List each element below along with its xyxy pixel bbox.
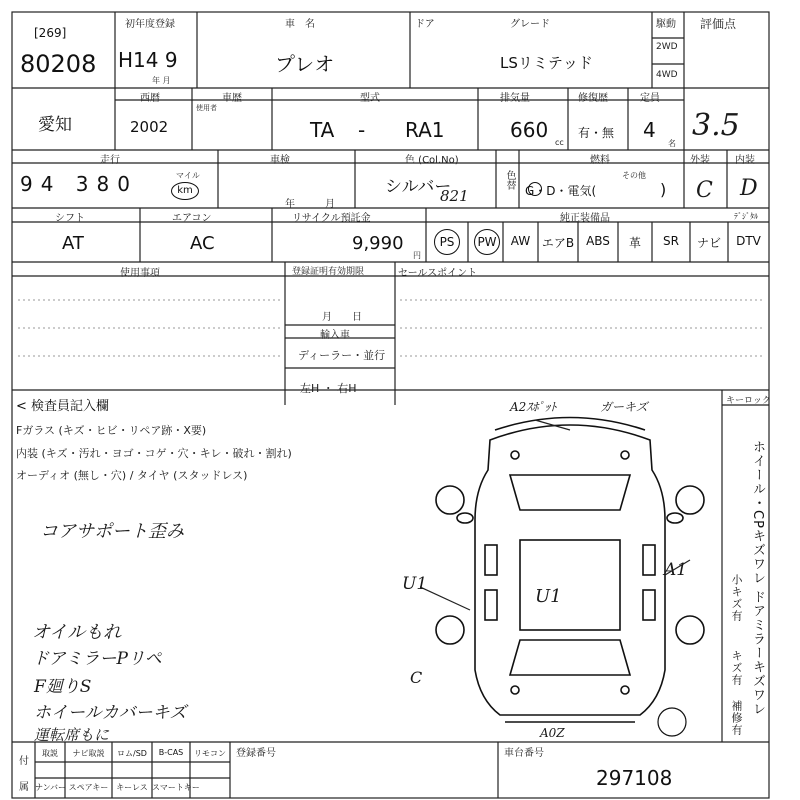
footer-item-top: リモコン [194,749,226,758]
inspector-line2: 内装 (キズ・汚れ・ヨゴ・コゲ・穴・キレ・破れ・割れ) [16,447,292,460]
inspection-label: 車検 [270,155,290,166]
lot-number: 80208 [20,50,97,78]
grade: LSリミテッド [500,54,593,72]
color-change-label: 色替 [504,170,515,190]
mark-top: A2ｽﾎﾟｯﾄ [510,400,557,414]
score-label: 評価点 [700,17,737,31]
import-value: ディーラー・並行 [298,349,386,362]
model-label: 型式 [360,93,380,104]
fuel-other: その他 [622,171,646,180]
seats-unit: 名 [668,139,676,148]
digital-label: ﾃﾞｼﾞﾀﾙ [734,212,758,221]
side-text5: 補修有 [730,700,743,736]
sales-point-label: セールスポイント [398,268,478,279]
seats: 4 [643,118,656,142]
usage-label: 使用事項 [120,268,160,279]
equipment-item: エアB [541,236,575,250]
drive-4wd: 4WD [656,70,678,80]
first-reg-unit: 年 月 [152,76,171,85]
equipment-item: ナビ [696,236,721,250]
aircon-label: エアコン [172,213,212,224]
mark-bottom: A0Z [540,726,565,740]
year: 2002 [130,118,169,136]
inspector-line3: オーディオ (無し・穴) / タイヤ (スタッドレス) [16,469,248,482]
fuel-gas-circle [528,182,542,196]
footer-item-top: ロム/SD [117,749,147,758]
history-sub: 使用者 [196,104,217,112]
repair-value: 有・無 [578,126,615,140]
fuel-label: 燃料 [590,155,610,166]
side-text1: ホイール・CPキズワレ [750,440,765,585]
repair-label: 修復歴 [578,93,608,104]
recycle: 9,990 [352,233,404,254]
recycle-unit: 円 [413,251,421,260]
interior-grade: D [740,176,758,201]
aircon: AC [190,233,215,254]
import-label: 輸入車 [320,330,350,341]
footer-item-bottom: キーレス [116,783,148,792]
color-code: 821 [440,187,469,205]
mileage-unit-km: km [171,182,199,200]
inspector-title: < 検査員記入欄 [16,399,110,414]
car-name: プレオ [275,52,335,76]
mileage-unit-mile: マイル [176,171,200,180]
equipment-item: AW [510,234,531,248]
equipment-item: DTV [736,234,761,248]
door-label: ドア [415,19,435,30]
footer-item-bottom: スマートキー [152,783,200,792]
equipment-item: PS [434,229,460,255]
inspector-note5: ホイールカバーキズ [34,703,187,723]
mark-center: U1 [535,586,562,607]
equipment-item: PW [474,229,500,255]
chassis-label: 車台番号 [504,748,544,759]
inspector-note1: コアサポート歪み [40,521,184,542]
side-text2: 小キズ有 [730,574,743,622]
footer-item-top: 取説 [42,749,58,758]
recycle-label: リサイクル預託金 [292,213,371,224]
mileage: 94 380 [20,172,138,196]
displacement-unit: cc [555,138,564,147]
shift: AT [62,233,84,254]
seats-label: 定員 [640,93,660,104]
footer-label-1: 付 [19,756,29,767]
first-reg-value: H14 9 [118,48,178,72]
inspection-unit: 年 月 [285,199,335,210]
equipment-item: SR [663,234,679,248]
fuel-value: G・D・電気( [525,184,597,198]
exterior-grade: C [696,178,713,203]
side-text4: キズ有 [730,650,743,686]
grade-label: グレード [510,19,550,30]
equipment-item: ABS [586,234,610,248]
fuel-close: ) [660,180,667,199]
reg-valid-label: 登録証明有効期限 [292,267,365,277]
drive-2wd: 2WD [656,42,678,52]
equipment-item: 革 [628,236,641,250]
drive-label: 駆動 [656,19,676,30]
displacement: 660 [510,118,549,142]
model-dash: - [358,118,366,142]
inspector-note2: オイルもれ [32,622,122,643]
footer-item-top: B-CAS [158,748,184,757]
model-code: RA1 [405,118,445,142]
exterior-label: 外装 [690,155,710,166]
car-name-label: 車 名 [285,19,315,30]
footer-item-bottom: ナンバー [35,783,67,792]
inspector-note6: 運転席もに [34,726,110,744]
equipment-label: 純正装備品 [560,213,610,224]
color-label: 色 (Col.No) [405,155,459,166]
shift-label: シフト [55,213,85,224]
mark-c: C [410,668,423,687]
color: シルバー [385,177,452,197]
reg-no-label: 登録番号 [236,748,276,759]
footer-label-2: 属 [19,782,29,793]
year-label: 西暦 [140,93,160,104]
chassis-number: 297108 [596,766,673,790]
mark-right: A1 [664,560,688,580]
reg-valid-unit: 月 日 [322,312,362,323]
model-prefix: TA [310,118,335,142]
footer-item-top: ナビ取説 [72,749,105,758]
history-label: 車歴 [222,93,242,104]
inspector-line1: Fガラス (キズ・ヒビ・リペア跡・X要) [16,424,207,437]
side-text3: ドアミラーキズワレ [750,590,765,716]
first-reg-label: 初年度登録 [125,19,175,30]
interior-label: 内装 [735,155,755,166]
inspector-note3: ドアミラーPリペ [32,649,162,669]
inspector-note4: F廻りS [34,677,92,697]
key-label: キーロック [726,396,771,406]
lot-prefix: [269] [34,26,67,40]
footer-item-bottom: スペアキー [68,783,109,792]
mark-top2: ガーキズ [600,400,648,414]
mark-left: U1 [402,574,428,594]
score: 3.5 [692,108,740,143]
handle-value: 左H ・ 右H [300,382,357,395]
displacement-label: 排気量 [500,93,530,104]
mileage-label: 走行 [100,155,120,166]
region: 愛知 [38,115,72,135]
